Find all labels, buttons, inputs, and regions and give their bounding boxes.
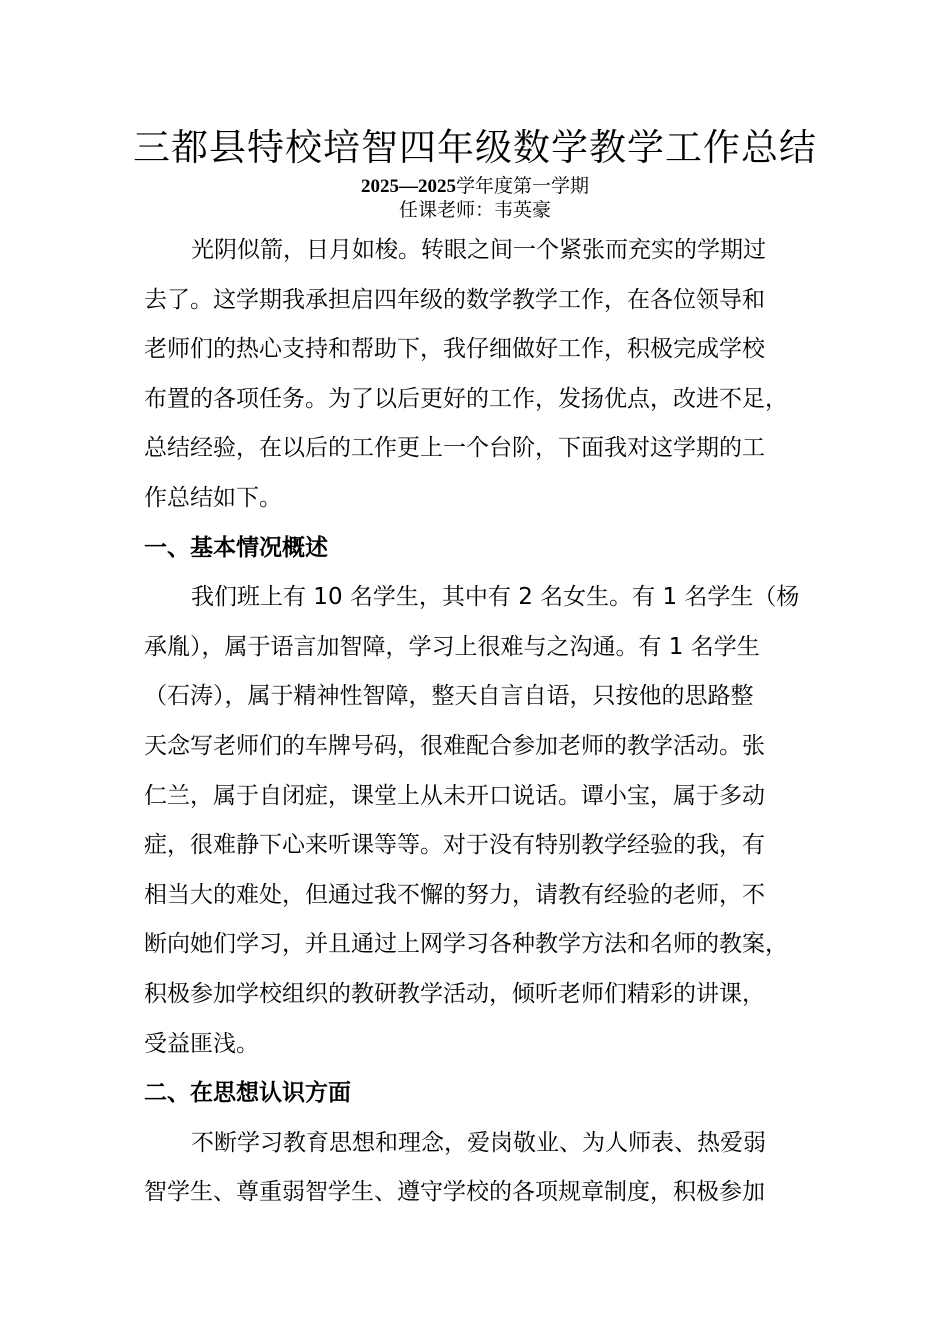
subtitle-term: 学年度第一学期 (455, 175, 589, 197)
paragraph-line: 总结经验，在以后的工作更上一个台阶，下面我对这学期的工 (144, 435, 765, 462)
paragraph-line: 作总结如下。 (144, 484, 282, 511)
document-subtitle (0, 174, 950, 199)
paragraph-line: 相当大的难处，但通过我不懈的努力，请教有经验的老师，不 (144, 881, 765, 908)
paragraph-line: （石涛），属于精神性智障，整天自言自语，只按他的思路整 (144, 683, 754, 710)
paragraph-line: 布置的各项任务。为了以后更好的工作，发扬优点，改进不足， (144, 385, 788, 412)
subtitle-year: 2025—2025 (360, 176, 456, 197)
paragraph-line: 断向她们学习，并且通过上网学习各种教学方法和名师的教案， (144, 931, 788, 958)
document-title: 三都县特校培智四年级数学教学工作总结 (133, 126, 817, 169)
paragraph-line: 老师们的热心支持和帮助下，我仔细做好工作，积极完成学校 (144, 336, 765, 363)
paragraph-line: 症，很难静下心来听课等等。对于没有特别教学经验的我，有 (144, 832, 765, 859)
section-heading: 一、基本情况概述 (144, 534, 328, 561)
teacher-line: 任课老师：韦英豪 (398, 199, 551, 221)
paragraph-line: 去了。这学期我承担启四年级的数学教学工作，在各位领导和 (144, 286, 765, 313)
paragraph-line: 受益匪浅。 (144, 1030, 259, 1057)
paragraph-line: 天念写老师们的车牌号码，很难配合参加老师的教学活动。张 (144, 732, 765, 759)
paragraph-line: 智学生、尊重弱智学生、遵守学校的各项规章制度，积极参加 (144, 1179, 765, 1206)
section-heading: 二、在思想认识方面 (144, 1080, 351, 1107)
paragraph-line: 承胤），属于语言加智障，学习上很难与之沟通。有 1 名学生 (144, 633, 760, 660)
paragraph-line: 不断学习教育思想和理念，爱岗敬业、为人师表、热爱弱 (191, 1129, 766, 1156)
paragraph-line: 积极参加学校组织的教研教学活动，倾听老师们精彩的讲课， (144, 980, 765, 1007)
paragraph-line: 仁兰，属于自闭症，课堂上从未开口说话。谭小宝，属于多动 (144, 782, 765, 809)
document-body (144, 226, 814, 1218)
paragraph-line: 光阴似箭，日月如梭。转眼之间一个紧张而充实的学期过 (191, 237, 766, 263)
paragraph-line: 我们班上有 10 名学生，其中有 2 名女生。有 1 名学生（杨 (191, 584, 800, 611)
